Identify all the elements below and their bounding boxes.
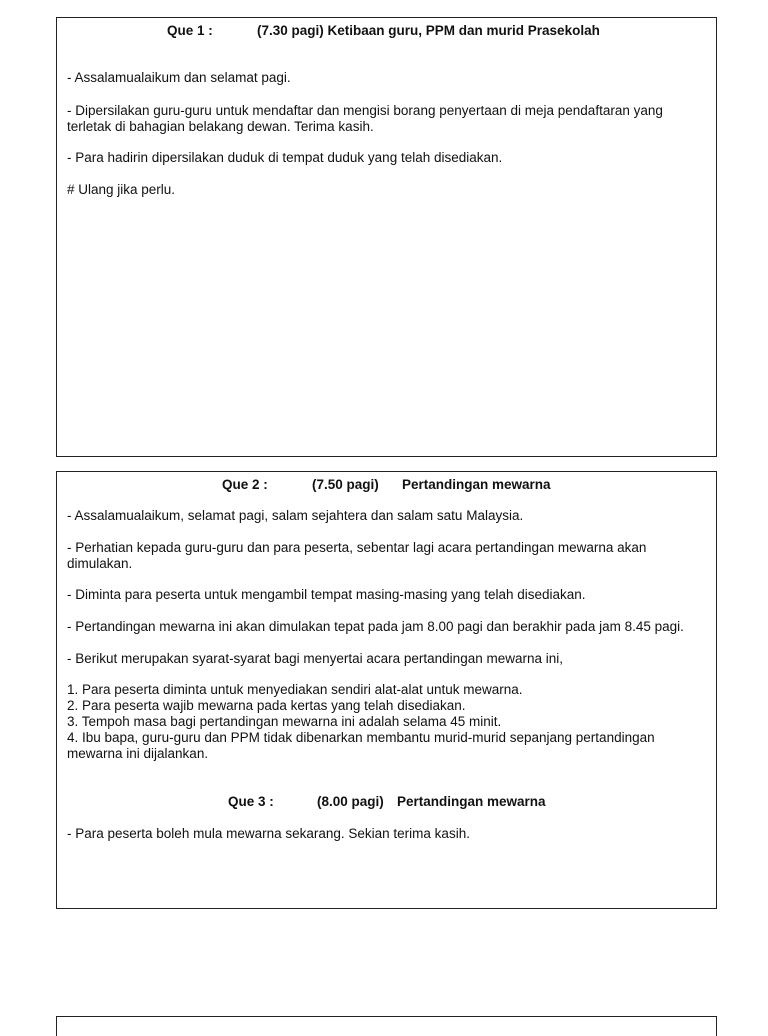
que-1-box <box>56 17 717 457</box>
que-2-rule-3: 3. Tempoh masa bagi pertandingan mewarna ini adalah selama 45 minit. <box>67 714 502 729</box>
que-3-heading <box>57 789 716 813</box>
que-2-rule-4: 4. Ibu bapa, guru-guru dan PPM tidak dibenarkan membantu murid-murid sepanjang pertandingan mewarna ini dijalankan. <box>67 730 655 761</box>
que-2-box <box>56 471 717 909</box>
que-2-para-2: - Perhatian kepada guru-guru dan para peserta, sebentar lagi acara pertandingan mewarna akan dimulakan. <box>67 540 647 571</box>
que-2-time: (7.50 pagi) <box>312 477 379 492</box>
que-1-para-3: - Para hadirin dipersilakan duduk di tempat duduk yang telah disediakan. <box>67 150 503 165</box>
next-box <box>56 1016 717 1036</box>
que-2-para-5: - Berikut merupakan syarat-syarat bagi menyertai acara pertandingan mewarna ini, <box>67 651 563 666</box>
que-2-para-3: - Diminta para peserta untuk mengambil tempat masing-masing yang telah disediakan. <box>67 587 586 602</box>
que-1-para-4: # Ulang jika perlu. <box>67 182 176 197</box>
que-2-para-4: - Pertandingan mewarna ini akan dimulakan tepat pada jam 8.00 pagi dan berakhir pada jam 8.45 pagi. <box>67 619 684 634</box>
que-2-para-1: - Assalamualaikum, selamat pagi, salam sejahtera dan salam satu Malaysia. <box>67 508 524 523</box>
que-3-label: Que 3 : <box>228 794 274 809</box>
que-1-para-2: - Dipersilakan guru-guru untuk mendaftar dan mengisi borang penyertaan di meja pendaftaran yang terletak di bahagian belakang dewan. Terima kasih. <box>67 103 663 134</box>
que-2-rule-2: 2. Para peserta wajib mewarna pada kertas yang telah disediakan. <box>67 698 466 713</box>
que-3-title: Pertandingan mewarna <box>397 794 546 809</box>
que-2-rule-1: 1. Para peserta diminta untuk menyediakan sendiri alat-alat untuk mewarna. <box>67 682 523 697</box>
que-1-time-title: (7.30 pagi) Ketibaan guru, PPM dan murid Prasekolah <box>257 23 600 38</box>
que-3-para-1: - Para peserta boleh mula mewarna sekarang. Sekian terima kasih. <box>67 826 470 841</box>
que-3-time: (8.00 pagi) <box>317 794 384 809</box>
que-2-title: Pertandingan mewarna <box>402 477 551 492</box>
que-2-heading <box>57 472 716 496</box>
que-2-label: Que 2 : <box>222 477 268 492</box>
que-1-para-1: - Assalamualaikum dan selamat pagi. <box>67 70 291 85</box>
que-1-label: Que 1 : <box>167 23 213 38</box>
que-1-heading <box>57 18 716 42</box>
